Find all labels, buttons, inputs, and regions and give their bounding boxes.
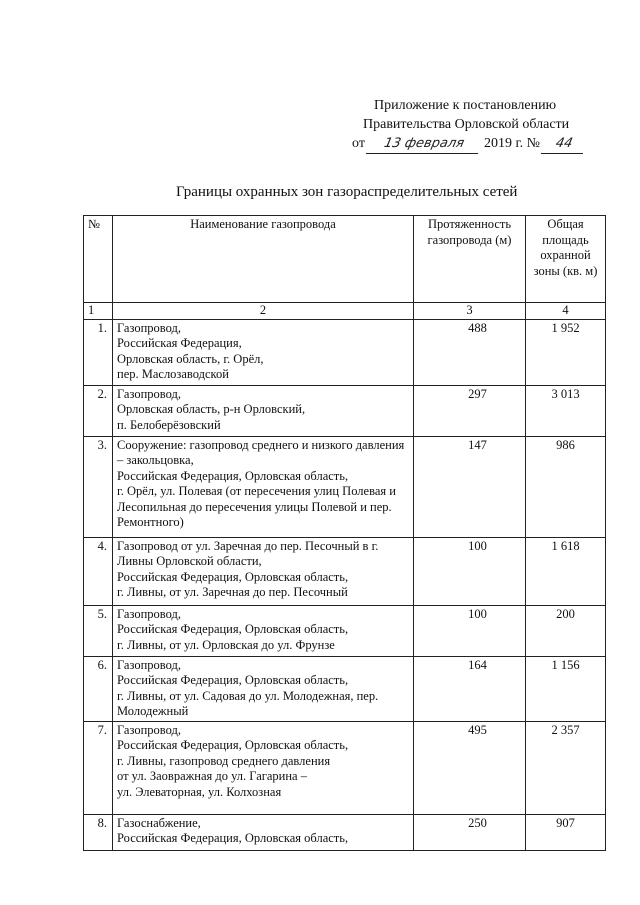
row-area: 907	[526, 814, 606, 850]
row-number: 5.	[84, 605, 113, 656]
table-row	[84, 656, 606, 721]
row-name: Сооружение: газопровод среднего и низкого давления – закольцовка, Российская Федерация, Орловская область, г. Орёл, ул. Полевая (от пересечения улиц Полевая и Лесопильная до пересечения улицы Полевой и пер. Ремонтного)	[113, 436, 414, 537]
row-name: Газопровод, Российская Федерация, Орловская область, г. Орёл, пер. Маслозаводской	[113, 319, 414, 385]
table-row	[84, 385, 606, 436]
table-row	[84, 537, 606, 605]
date-number-line	[352, 134, 585, 154]
row-number: 4.	[84, 537, 113, 605]
row-name: Газоснабжение, Российская Федерация, Орловская область,	[113, 814, 414, 850]
appendix-line: Приложение к постановлению	[374, 98, 557, 113]
gas-pipeline-table	[83, 215, 605, 851]
index-cell: 4	[526, 303, 606, 320]
row-length: 495	[414, 721, 526, 814]
table-row	[84, 721, 606, 814]
row-length: 164	[414, 656, 526, 721]
row-length: 488	[414, 319, 526, 385]
row-name: Газопровод от ул. Заречная до пер. Песочный в г. Ливны Орловской области, Российская Федерация, Орловская область, г. Ливны, от ул. Заречная до пер. Песочный	[113, 537, 414, 605]
row-area: 986	[526, 436, 606, 537]
row-number: 7.	[84, 721, 113, 814]
table-index-row	[84, 303, 606, 320]
row-number: 6.	[84, 656, 113, 721]
row-number: 2.	[84, 385, 113, 436]
row-area: 3 013	[526, 385, 606, 436]
row-length: 100	[414, 605, 526, 656]
header-length: Протяженность газопровода (м)	[414, 216, 526, 303]
row-area: 1 952	[526, 319, 606, 385]
row-area: 200	[526, 605, 606, 656]
table-row	[84, 814, 606, 850]
row-number: 1.	[84, 319, 113, 385]
index-cell: 3	[414, 303, 526, 320]
government-line: Правительства Орловской области	[363, 117, 570, 132]
table-row	[84, 605, 606, 656]
row-length: 250	[414, 814, 526, 850]
handwritten-date: 13 февраля	[366, 134, 482, 154]
header-name: Наименование газопровода	[113, 216, 414, 303]
index-cell: 1	[84, 303, 113, 320]
index-cell: 2	[113, 303, 414, 320]
row-name: Газопровод, Российская Федерация, Орловская область, г. Ливны, от ул. Орловская до ул. Фрунзе	[113, 605, 414, 656]
table-row	[84, 319, 606, 385]
row-length: 100	[414, 537, 526, 605]
table-row	[84, 436, 606, 537]
year-label: 2019 г. №	[483, 136, 540, 151]
row-length: 147	[414, 436, 526, 537]
document-title: Границы охранных зон газораспределительных сетей	[176, 184, 518, 200]
row-name: Газопровод, Орловская область, р-н Орловский, п. Белоберёзовский	[113, 385, 414, 436]
row-area: 1 618	[526, 537, 606, 605]
row-number: 3.	[84, 436, 113, 537]
header-area: Общая площадь охранной зоны (кв. м)	[526, 216, 606, 303]
table-header-row	[84, 216, 606, 303]
row-area: 2 357	[526, 721, 606, 814]
row-name: Газопровод, Российская Федерация, Орловская область, г. Ливны, газопровод среднего давления от ул. Заовражная до ул. Гагарина – ул. Элеваторная, ул. Колхозная	[113, 721, 414, 814]
row-name: Газопровод, Российская Федерация, Орловская область, г. Ливны, от ул. Садовая до ул. Молодежная, пер. Молодежный	[113, 656, 414, 721]
row-area: 1 156	[526, 656, 606, 721]
date-prefix: от	[352, 136, 365, 151]
header-num: №	[84, 216, 113, 303]
row-number: 8.	[84, 814, 113, 850]
row-length: 297	[414, 385, 526, 436]
handwritten-number: 44	[541, 134, 587, 154]
